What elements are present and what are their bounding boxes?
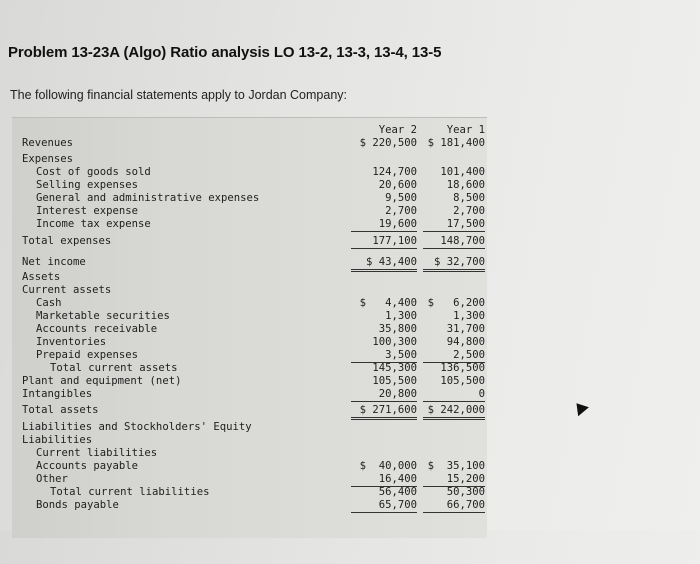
statement-row xyxy=(12,256,487,269)
statement-row xyxy=(12,179,487,192)
year2-value: 1,300 xyxy=(385,310,417,322)
row-label: Total current liabilities xyxy=(50,486,210,498)
year1-value: $ 32,700 xyxy=(419,256,485,269)
statement-row xyxy=(12,323,487,336)
statement-row xyxy=(12,388,487,401)
year1-value: 2,700 xyxy=(453,205,485,217)
statement-row xyxy=(12,271,487,284)
year2-value: $ 40,000 xyxy=(359,460,417,472)
statement-row xyxy=(12,460,487,473)
row-label: Total expenses xyxy=(22,235,112,247)
year1-value: 136,500 xyxy=(440,362,485,374)
year2-value: 9,500 xyxy=(385,192,417,204)
year2-value: 16,400 xyxy=(347,473,417,486)
row-label: Current liabilities xyxy=(36,447,158,459)
row-label: Cash xyxy=(36,297,62,309)
year2-value: 19,600 xyxy=(347,218,417,231)
year2-value: $ 4,400 xyxy=(359,297,417,309)
year1-value: 18,600 xyxy=(446,179,485,191)
row-label: Prepaid expenses xyxy=(36,349,139,361)
row-label: Expenses xyxy=(22,153,74,165)
statement-row xyxy=(12,473,487,486)
year2-value: $ 43,400 xyxy=(347,256,417,269)
year1-value: 8,500 xyxy=(453,192,485,204)
year1-value: 94,800 xyxy=(446,336,485,348)
statement-row xyxy=(12,297,487,310)
year2-value: 20,800 xyxy=(347,388,417,401)
statement-row xyxy=(12,192,487,205)
row-label: Assets xyxy=(22,271,61,283)
year1-value: 66,700 xyxy=(419,499,485,512)
year2-value: 177,100 xyxy=(347,235,417,248)
year1-value: 2,500 xyxy=(419,349,485,362)
year2-value: 35,800 xyxy=(378,323,417,335)
year2-value: 124,700 xyxy=(372,166,417,178)
year2-value: 100,300 xyxy=(372,336,417,348)
row-label: Accounts receivable xyxy=(36,323,158,335)
statement-row xyxy=(12,375,487,388)
year1-value: $ 35,100 xyxy=(427,460,485,472)
statement-row xyxy=(12,310,487,323)
row-label: Marketable securities xyxy=(36,310,170,322)
year1-value: 17,500 xyxy=(419,218,485,231)
row-label: Current assets xyxy=(22,284,112,296)
problem-title: Problem 13-23A (Algo) Ratio analysis LO 13-2, 13-3, 13-4, 13-5 xyxy=(8,44,442,61)
column-headers xyxy=(12,124,487,137)
row-label: Total assets xyxy=(22,404,99,416)
year1-value: 1,300 xyxy=(453,310,485,322)
year1-header: Year 1 xyxy=(446,124,485,136)
statement-row xyxy=(12,349,487,362)
statement-row xyxy=(12,404,487,417)
row-label: Total current assets xyxy=(50,362,178,374)
year1-value: $ 6,200 xyxy=(427,297,485,309)
statement-row xyxy=(12,235,487,248)
statement-row xyxy=(12,205,487,218)
year2-header: Year 2 xyxy=(378,124,417,136)
row-label: Interest expense xyxy=(36,205,139,217)
statement-row xyxy=(12,499,487,512)
year2-value: 3,500 xyxy=(347,349,417,362)
statement-row xyxy=(12,284,487,297)
row-label: Liabilities and Stockholders' Equity xyxy=(22,421,252,433)
year2-value: 2,700 xyxy=(385,205,417,217)
statement-row xyxy=(12,362,487,375)
row-label: Selling expenses xyxy=(36,179,139,191)
year2-value: 105,500 xyxy=(372,375,417,387)
year2-value: $ 271,600 xyxy=(347,404,417,417)
year2-value: 56,400 xyxy=(378,486,417,498)
year2-value: $ 220,500 xyxy=(359,137,417,149)
statement-row xyxy=(12,336,487,349)
row-label: Plant and equipment (net) xyxy=(22,375,182,387)
row-label: Cost of goods sold xyxy=(36,166,151,178)
financial-statement-table xyxy=(12,117,487,538)
row-label: Income tax expense xyxy=(36,218,151,230)
row-label: Net income xyxy=(22,256,86,268)
statement-row xyxy=(12,153,487,166)
statement-row xyxy=(12,218,487,231)
year1-value: 15,200 xyxy=(419,473,485,486)
statement-row xyxy=(12,137,487,150)
row-label: Inventories xyxy=(36,336,107,348)
year1-value: 0 xyxy=(419,388,485,401)
year2-value: 65,700 xyxy=(347,499,417,512)
year1-value: 105,500 xyxy=(440,375,485,387)
row-label: Revenues xyxy=(22,137,74,149)
row-label: Intangibles xyxy=(22,388,93,400)
statement-row xyxy=(12,421,487,434)
statement-row xyxy=(12,486,487,499)
year1-value: 148,700 xyxy=(419,235,485,248)
statement-row xyxy=(12,166,487,179)
year1-value: 50,300 xyxy=(446,486,485,498)
row-label: Bonds payable xyxy=(36,499,119,511)
mouse-cursor-icon xyxy=(571,399,589,416)
year2-value: 20,600 xyxy=(378,179,417,191)
year1-value: $ 242,000 xyxy=(419,404,485,417)
year1-value: 31,700 xyxy=(446,323,485,335)
year1-value: $ 181,400 xyxy=(427,137,485,149)
intro-text: The following financial statements apply to Jordan Company: xyxy=(10,88,347,102)
year1-value: 101,400 xyxy=(440,166,485,178)
statement-row xyxy=(12,434,487,447)
year2-value: 145,300 xyxy=(372,362,417,374)
row-label: Other xyxy=(36,473,68,485)
row-label: General and administrative expenses xyxy=(36,192,260,204)
row-label: Accounts payable xyxy=(36,460,139,472)
statement-row xyxy=(12,447,487,460)
row-label: Liabilities xyxy=(22,434,93,446)
